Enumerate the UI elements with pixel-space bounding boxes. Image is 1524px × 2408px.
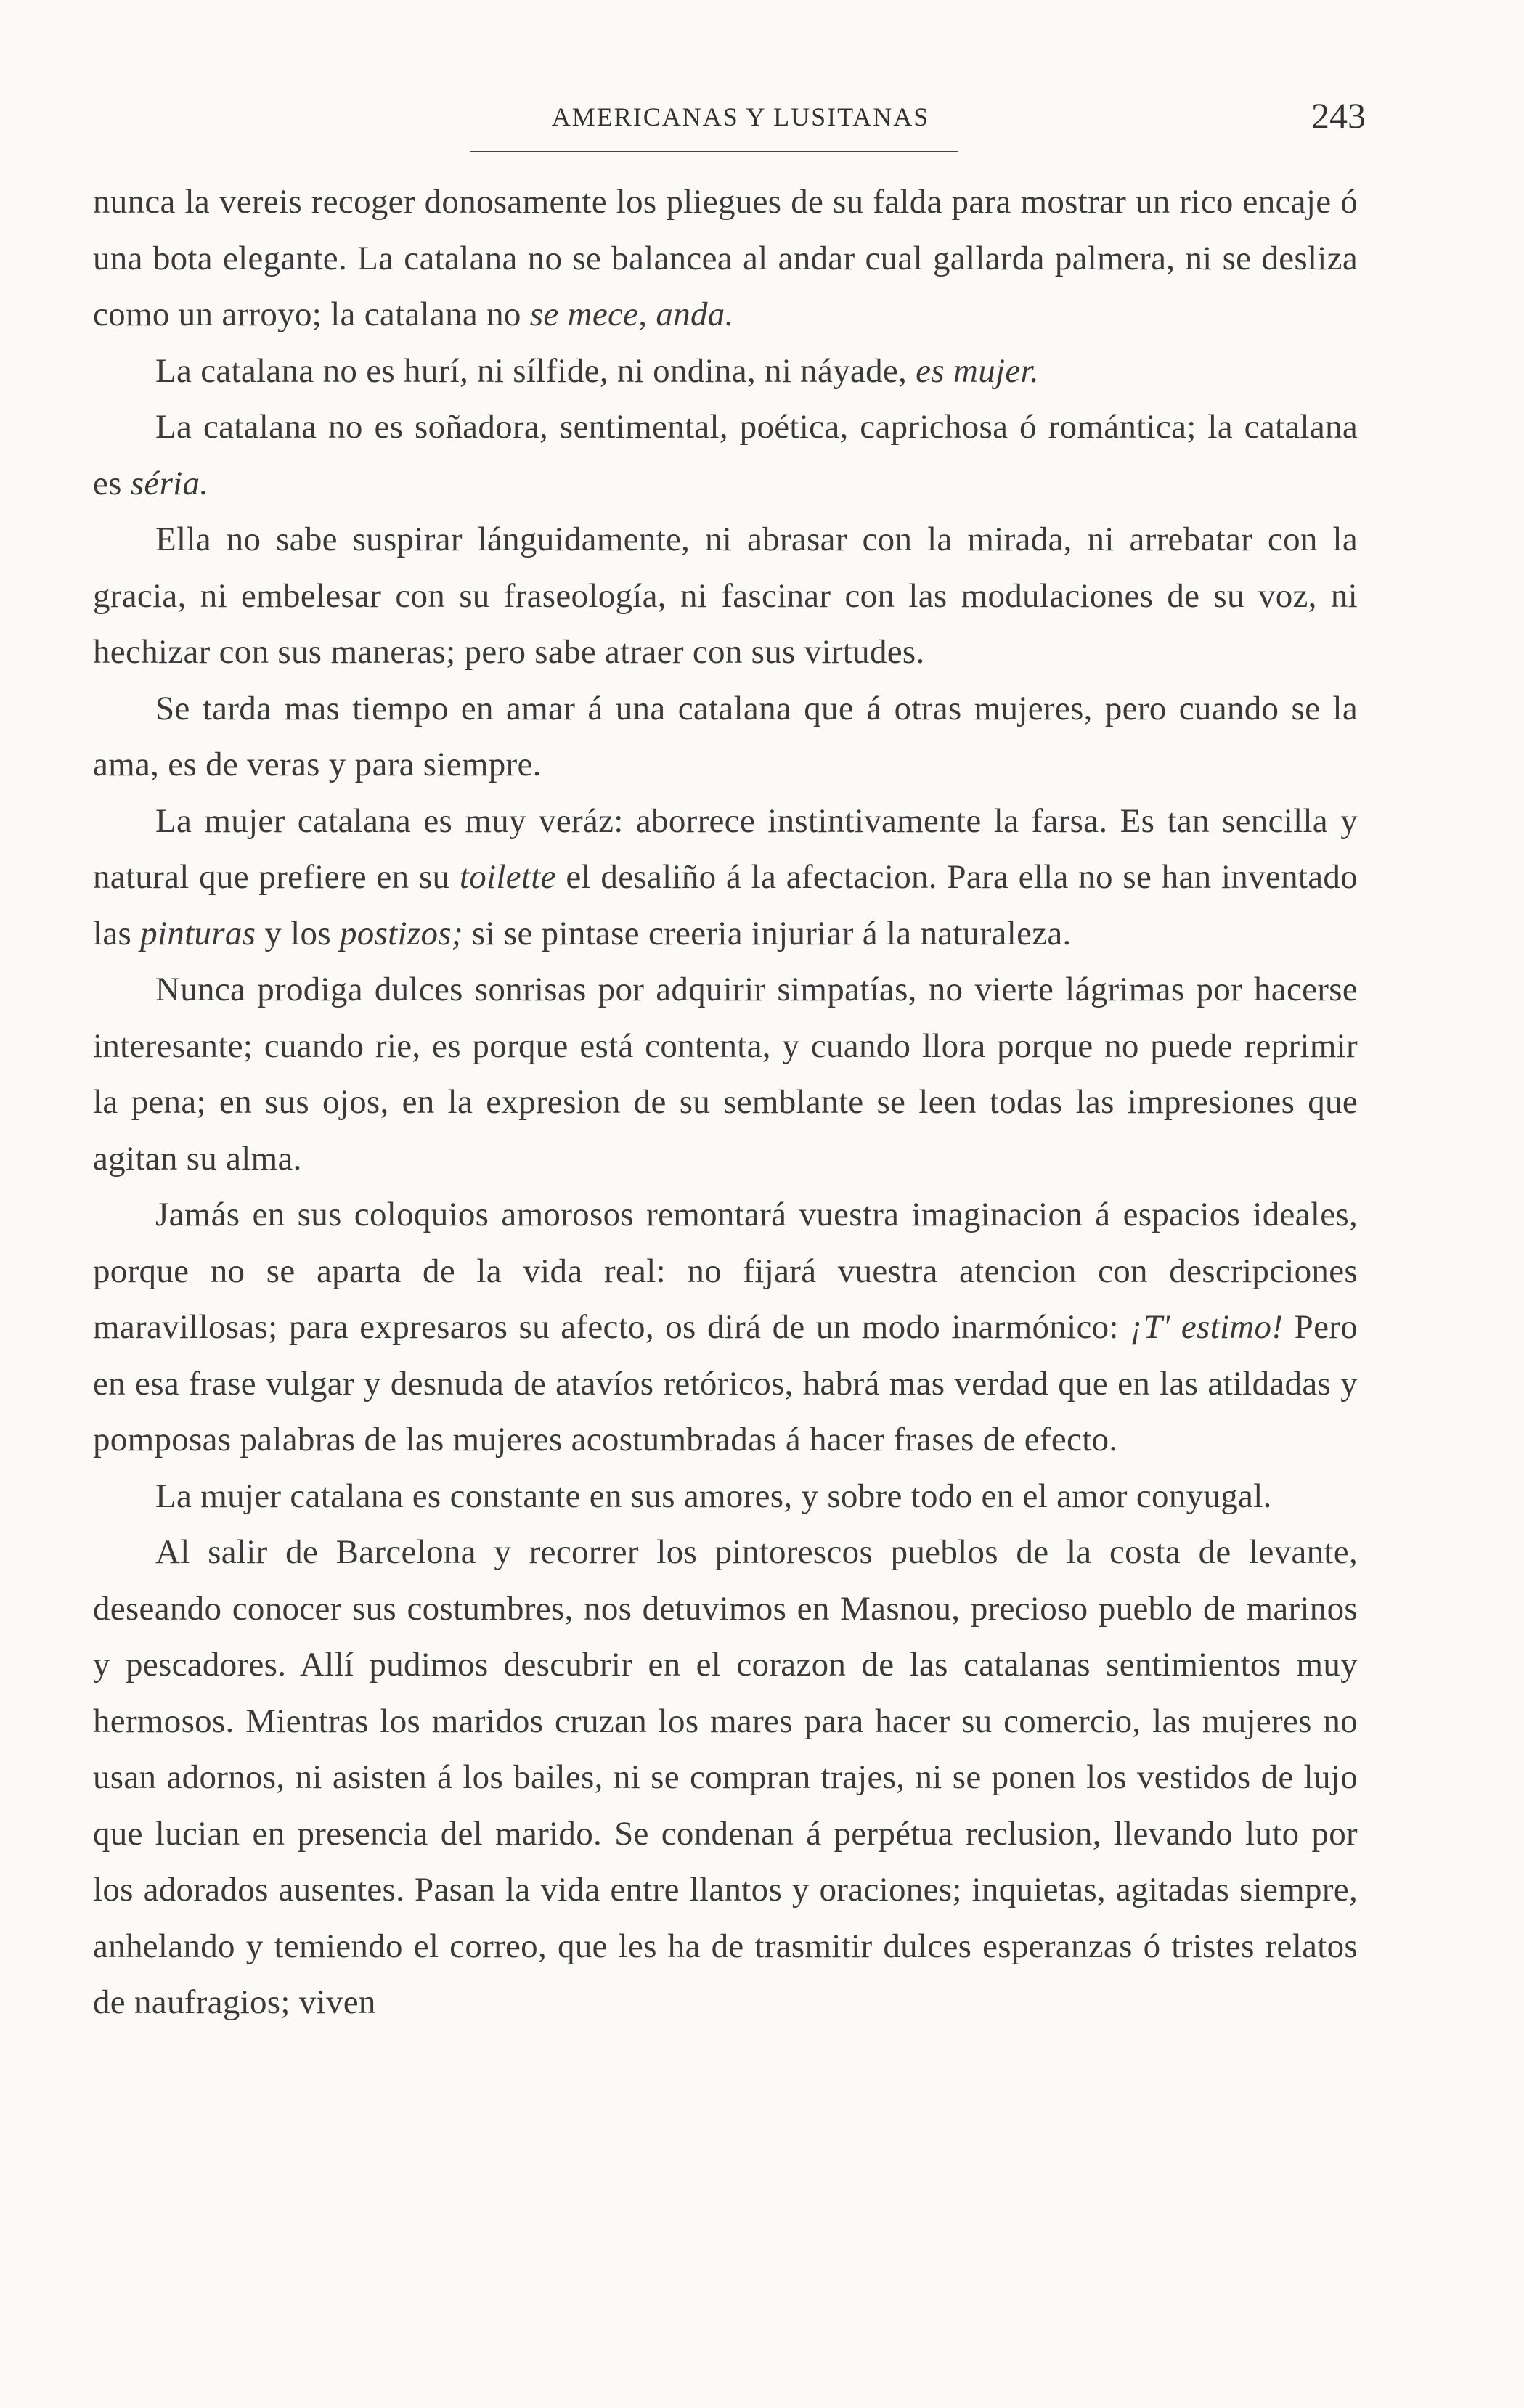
text-run: Se tarda mas tiempo en amar á una catalana que á otras mujeres, pero cuando se la ama, es de veras y para siempre.: [93, 689, 1358, 783]
italic-text: postizos;: [339, 914, 463, 952]
text-run: La mujer catalana es muy veráz: aborrece instintivamente la farsa. Es tan sencilla y natural que prefiere en su: [93, 801, 1358, 896]
text-run: si se pintase creeria injuriar á la naturaleza.: [463, 914, 1072, 952]
italic-text: toilette: [459, 858, 556, 896]
paragraph: [93, 681, 1358, 793]
text-run: Nunca prodiga dulces sonrisas por adquirir simpatías, no vierte lágrimas por hacerse interesante; cuando rie, es porque está contenta, y cuando llora porque no puede reprimir la pena; en sus ojos, en la expresion de su semblante se leen todas las impresiones que agitan su alma.: [93, 971, 1358, 1178]
italic-text: ¡T' estimo!: [1130, 1308, 1284, 1346]
paragraph: [93, 793, 1358, 963]
paragraph: [93, 962, 1358, 1187]
paragraph: [93, 1525, 1358, 2031]
paragraph: [93, 343, 1358, 400]
header-rule: [470, 151, 958, 152]
paragraph: [93, 174, 1358, 343]
text-run: Ella no sabe suspirar lánguidamente, ni abrasar con la mirada, ni arrebatar con la gracia, ni embelesar con su fraseología, ni fascinar con las modulaciones de su voz, ni hechizar con sus maneras; pero sabe atraer con sus virtudes.: [93, 521, 1358, 671]
running-title: AMERICANAS Y LUSITANAS: [551, 102, 930, 131]
text-run: nunca la vereis recoger donosamente los pliegues de su falda para mostrar un rico encaje ó una bota elegante. La catalana no se balancea al andar cual gallarda palmera, ni se desliza como un arroyo; la catalana no: [93, 183, 1358, 333]
paragraph: [93, 512, 1358, 681]
text-run: La catalana no es soñadora, sentimental, poética, caprichosa ó romántica; la catalana es: [93, 408, 1358, 502]
text-run: Jamás en sus coloquios amorosos remontará vuestra imaginacion á espacios ideales, porque no se aparta de la vida real: no fijará vuestra atencion con descripciones maravillosas; para expresaros su afecto, os dirá de un modo inarmónico:: [93, 1196, 1358, 1346]
paragraph: [93, 1469, 1358, 1525]
italic-text: pinturas: [140, 914, 256, 952]
text-run: La catalana no es hurí, ni sílfide, ni ondina, ni náyade,: [155, 351, 916, 390]
text-run: La mujer catalana es constante en sus amores, y sobre todo en el amor conyugal.: [155, 1477, 1272, 1515]
italic-text: séria.: [130, 464, 209, 502]
text-run: y los: [256, 914, 340, 952]
text-run: Al salir de Barcelona y recorrer los pintorescos pueblos de la costa de levante, deseando conocer sus costumbres, nos detuvimos en Masnou, precioso pueblo de marinos y pescadores. Allí pudimos descubrir en el corazon de las catalanas sentimientos muy hermosos. Mientras los maridos cruzan los mares para hacer su comercio, las mujeres no usan adornos, ni asisten á los bailes, ni se compran trajes, ni se ponen los vestidos de lujo que lucian en presencia del marido. Se condenan á perpétua reclusion, llevando luto por los adorados ausentes. Pasan la vida entre llantos y oraciones; inquietas, agitadas siempre, anhelando y temiendo el correo, que les ha de trasmitir dulces esperanzas ó tristes relatos de naufragios; viven: [93, 1533, 1358, 2021]
paragraph: [93, 399, 1358, 512]
body-text: [93, 174, 1358, 2031]
italic-text: es mujer.: [916, 351, 1039, 390]
text-run: Pero en esa frase vulgar y desnuda de atavíos retóricos, habrá mas verdad que en las atildadas y pomposas palabras de las mujeres acostumbradas á hacer frases de efecto.: [93, 1308, 1358, 1458]
page-number: 243: [1311, 95, 1366, 136]
text-run: el desaliño á la afectacion. Para ella no se han inventado las: [93, 858, 1358, 952]
italic-text: se mece, anda.: [529, 295, 734, 333]
paragraph: [93, 1187, 1358, 1469]
